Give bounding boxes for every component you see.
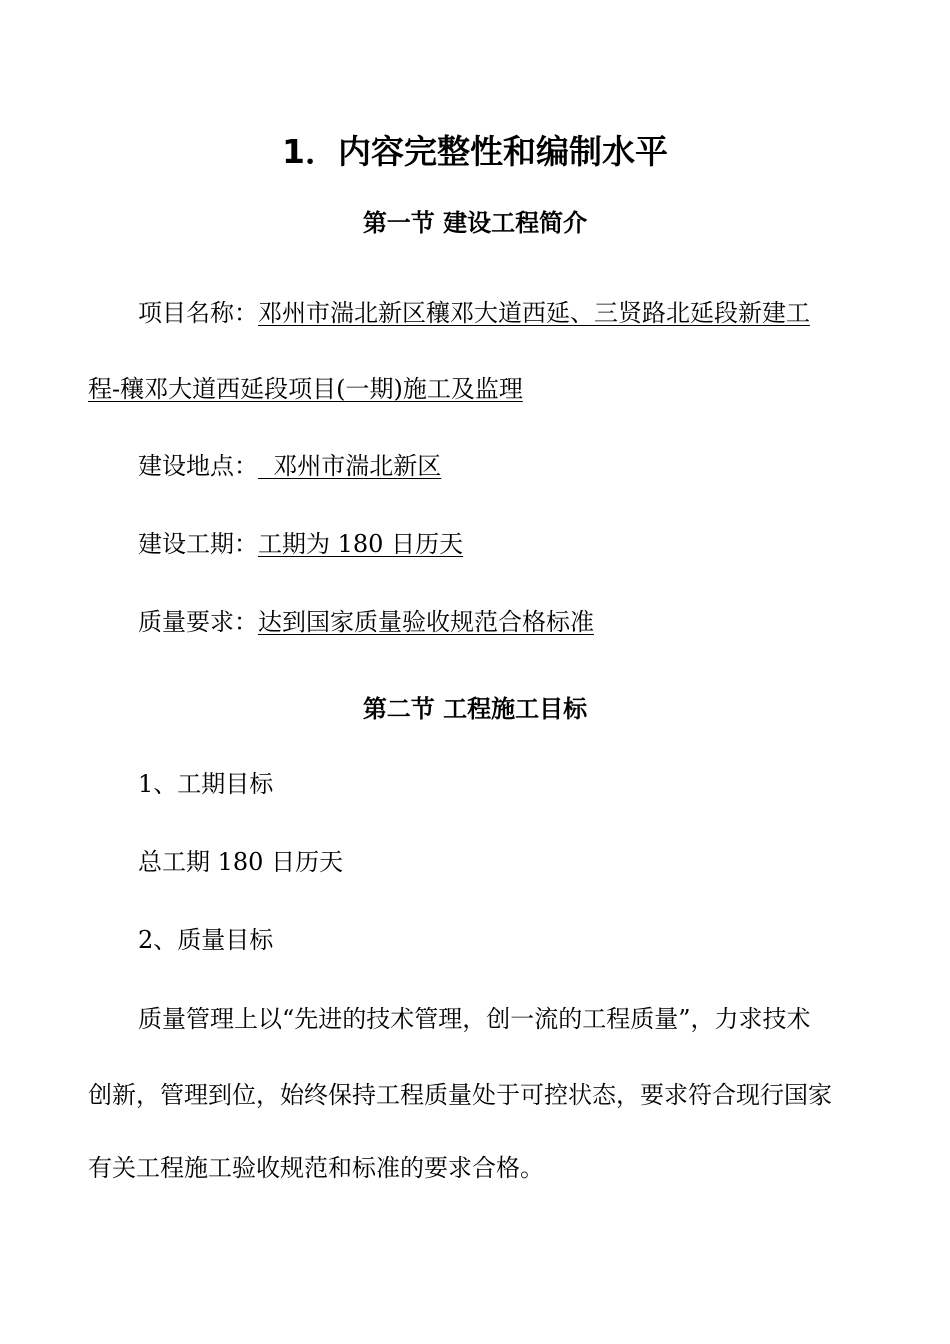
schedule-goal-heading: 1、工期目标 [138, 770, 274, 798]
quality-goal-paragraph-line1: 质量管理上以“先进的技术管理，创一流的工程质量”，力求技术 [138, 1005, 811, 1033]
project-name-line [138, 296, 810, 330]
location-value: 邓州市湍北新区 [258, 452, 442, 480]
location-label: 建设地点： [138, 452, 258, 480]
location-line [138, 449, 441, 483]
quality-line [138, 605, 594, 639]
period-label: 建设工期： [138, 530, 258, 558]
quality-goal-paragraph-line3: 有关工程施工验收规范和标准的要求合格。 [88, 1154, 544, 1182]
quality-value: 达到国家质量验收规范合格标准 [258, 608, 594, 636]
quality-goal-heading: 2、质量目标 [138, 926, 274, 954]
document-title: 1．内容完整性和编制水平 [282, 132, 668, 171]
schedule-goal-text: 总工期 180 日历天 [138, 848, 344, 876]
project-name-value-line1: 邓州市湍北新区穰邓大道西延、三贤路北延段新建工 [258, 299, 810, 327]
quality-label: 质量要求： [138, 608, 258, 636]
period-line [138, 527, 463, 561]
section-1-heading: 第一节 建设工程简介 [362, 209, 588, 237]
quality-goal-paragraph-line2: 创新，管理到位，始终保持工程质量处于可控状态，要求符合现行国家 [88, 1081, 832, 1109]
period-value: 工期为 180 日历天 [258, 530, 464, 558]
project-name-label: 项目名称： [138, 299, 258, 327]
project-name-value-line2: 程-穰邓大道西延段项目(一期)施工及监理 [88, 375, 523, 403]
section-2-heading: 第二节 工程施工目标 [362, 695, 588, 723]
project-name-continuation [88, 372, 523, 406]
